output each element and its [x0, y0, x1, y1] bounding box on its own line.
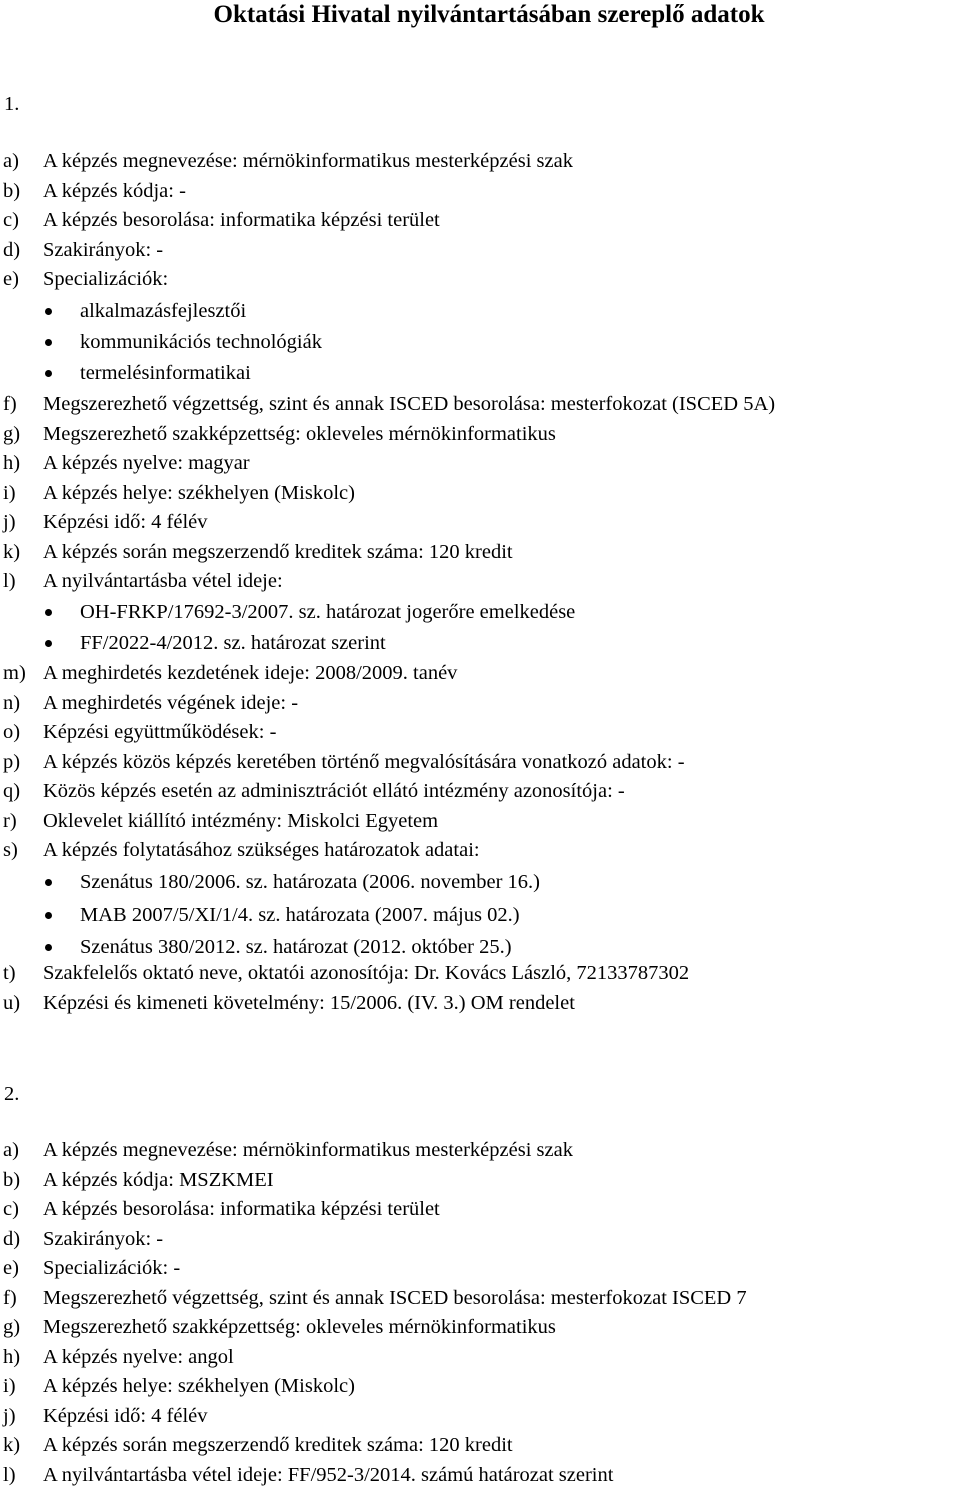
bullet-icon — [45, 944, 52, 951]
bullet-item — [3, 327, 322, 358]
list-item — [3, 538, 775, 568]
section-1-items-m-s — [3, 659, 685, 866]
list-item — [3, 265, 573, 295]
item-label: i) — [3, 481, 16, 504]
list-item — [3, 807, 685, 837]
list-item — [3, 1313, 747, 1343]
bullet-item — [3, 358, 322, 389]
item-text: Specializációk: - — [43, 1257, 181, 1280]
section-1-items-a-e — [3, 147, 573, 295]
item-text: A meghirdetés kezdetének ideje: 2008/2009. tanév — [43, 662, 458, 684]
bullet-text: kommunikációs technológiák — [80, 331, 322, 353]
item-label: b) — [3, 1168, 21, 1191]
list-item — [3, 147, 573, 177]
item-label: d) — [3, 1227, 21, 1250]
list-item — [3, 1372, 747, 1402]
item-text: A képzés kódja: MSZKMEI — [43, 1168, 274, 1191]
list-item — [3, 1431, 747, 1461]
section-2-items — [3, 1136, 747, 1491]
item-text: Képzési és kimeneti követelmény: 15/2006. (IV. 3.) OM rendelet — [43, 991, 575, 1014]
item-text: A képzés folytatásához szükséges határozatok adatai: — [43, 839, 480, 862]
item-text: Specializációk: — [43, 268, 169, 291]
item-label: e) — [3, 1257, 19, 1280]
item-text: Közös képzés esetén az adminisztrációt ellátó intézmény azonosítója: - — [43, 780, 625, 803]
item-text: Szakfelelős oktató neve, oktatói azonosítója: Dr. Kovács László, 72133787302 — [43, 962, 690, 984]
list-item — [3, 479, 775, 509]
list-item — [3, 1343, 747, 1373]
bullet-item — [3, 899, 540, 932]
list-item — [3, 508, 775, 538]
list-item — [3, 390, 775, 420]
section-number-1: 1. — [4, 93, 20, 115]
item-text: A képzés kódja: - — [43, 179, 186, 202]
list-item — [3, 748, 685, 778]
item-label: u) — [3, 991, 21, 1014]
item-text: A képzés nyelve: angol — [43, 1345, 234, 1368]
item-text: A képzés során megszerzendő kreditek száma: 120 kredit — [43, 1434, 513, 1457]
item-text: A képzés besorolása: informatika képzési terület — [43, 1198, 440, 1221]
bullet-text: MAB 2007/5/XI/1/4. sz. határozata (2007. május 02.) — [80, 903, 520, 926]
list-item — [3, 1136, 747, 1166]
list-item — [3, 1284, 747, 1314]
bullet-icon — [45, 609, 52, 616]
item-text: A nyilvántartásba vétel ideje: FF/952-3/2014. számú határozat szerint — [43, 1464, 614, 1487]
list-item — [3, 777, 685, 807]
item-label: m) — [3, 662, 26, 684]
list-item — [3, 1195, 747, 1225]
bullet-item — [3, 296, 322, 327]
item-label: g) — [3, 422, 21, 445]
list-item — [3, 1461, 747, 1491]
list-item — [3, 177, 573, 207]
item-text: A képzés megnevezése: mérnökinformatikus mesterképzési szak — [43, 150, 573, 172]
bullet-text: OH-FRKP/17692-3/2007. sz. határozat jogerőre emelkedése — [80, 601, 576, 623]
item-text: A képzés nyelve: magyar — [43, 452, 250, 475]
list-item — [3, 1166, 747, 1196]
item-label: c) — [3, 209, 19, 232]
list-item — [3, 689, 685, 719]
item-label: d) — [3, 238, 21, 261]
page-title: Oktatási Hivatal nyilvántartásában szereplő adatok — [213, 1, 765, 28]
bullet-icon — [45, 912, 52, 919]
item-text: A képzés besorolása: informatika képzési terület — [43, 209, 440, 232]
list-item — [3, 567, 775, 597]
item-text: A képzés megnevezése: mérnökinformatikus mesterképzési szak — [43, 1139, 573, 1161]
item-label: s) — [3, 839, 18, 862]
registration-list — [3, 597, 575, 659]
item-text: A képzés közös képzés keretében történő megvalósítására vonatkozó adatok: - — [43, 750, 685, 773]
item-text: Szakirányok: - — [43, 238, 164, 261]
item-text: Megszerezhető végzettség, szint és annak ISCED besorolása: mesterfokozat ISCED 7 — [43, 1286, 747, 1309]
list-item — [3, 959, 689, 989]
bullet-text: Szenátus 180/2006. sz. határozata (2006. november 16.) — [80, 871, 540, 893]
item-text: Megszerezhető végzettség, szint és annak ISCED besorolása: mesterfokozat (ISCED 5A) — [43, 393, 776, 415]
item-label: q) — [3, 780, 21, 803]
item-label: f) — [3, 1286, 17, 1309]
item-label: j) — [3, 511, 16, 534]
bullet-icon — [45, 879, 52, 886]
item-text: Szakirányok: - — [43, 1227, 164, 1250]
item-text: Oklevelet kiállító intézmény: Miskolci Egyetem — [43, 809, 439, 832]
item-label: j) — [3, 1404, 16, 1427]
item-label: k) — [3, 540, 21, 563]
list-item — [3, 989, 689, 1019]
section-1-items-t-u — [3, 959, 689, 1018]
item-label: p) — [3, 750, 21, 773]
list-item — [3, 1254, 747, 1284]
bullet-text: alkalmazásfejlesztői — [80, 300, 247, 322]
item-label: c) — [3, 1198, 19, 1221]
item-label: k) — [3, 1434, 21, 1457]
bullet-text: Szenátus 380/2012. sz. határozat (2012. október 25.) — [80, 936, 512, 958]
bullet-icon — [45, 339, 52, 346]
section-number-2: 2. — [4, 1083, 20, 1105]
item-label: g) — [3, 1316, 21, 1339]
item-label: f) — [3, 393, 17, 415]
list-item — [3, 1225, 747, 1255]
section-1-items-f-l — [3, 390, 775, 597]
list-item — [3, 206, 573, 236]
item-text: Megszerezhető szakképzettség: okleveles mérnökinformatikus — [43, 1316, 556, 1339]
bullet-icon — [45, 370, 52, 377]
list-item — [3, 659, 685, 689]
bullet-text: FF/2022-4/2012. sz. határozat szerint — [80, 632, 386, 654]
bullet-icon — [45, 640, 52, 647]
item-label: i) — [3, 1375, 16, 1398]
item-label: h) — [3, 1345, 21, 1368]
item-label: l) — [3, 570, 16, 593]
item-label: r) — [3, 809, 17, 832]
bullet-text: termelésinformatikai — [80, 362, 251, 384]
bullet-icon — [45, 308, 52, 315]
item-label: a) — [3, 150, 19, 172]
item-label: o) — [3, 721, 21, 744]
item-text: Képzési idő: 4 félév — [43, 1404, 208, 1427]
item-text: A meghirdetés végének ideje: - — [43, 691, 299, 714]
item-label: a) — [3, 1139, 19, 1161]
item-text: A nyilvántartásba vétel ideje: — [43, 570, 283, 593]
list-item — [3, 420, 775, 450]
list-item — [3, 1402, 747, 1432]
item-text: Képzési idő: 4 félév — [43, 511, 208, 534]
list-item — [3, 836, 685, 866]
item-label: t) — [3, 962, 16, 984]
item-text: Megszerezhető szakképzettség: okleveles mérnökinformatikus — [43, 422, 556, 445]
list-item — [3, 718, 685, 748]
list-item — [3, 236, 573, 266]
item-text: A képzés helye: székhelyen (Miskolc) — [43, 1375, 355, 1398]
bullet-item — [3, 866, 540, 899]
resolutions-list — [3, 866, 540, 964]
specializations-list — [3, 296, 322, 389]
bullet-item — [3, 597, 575, 628]
item-label: b) — [3, 179, 21, 202]
bullet-item — [3, 628, 575, 659]
list-item — [3, 449, 775, 479]
item-text: Képzési együttműködések: - — [43, 721, 277, 744]
item-text: A képzés helye: székhelyen (Miskolc) — [43, 481, 355, 504]
item-label: n) — [3, 691, 21, 714]
item-text: A képzés során megszerzendő kreditek száma: 120 kredit — [43, 540, 513, 563]
item-label: l) — [3, 1464, 16, 1487]
item-label: e) — [3, 268, 19, 291]
item-label: h) — [3, 452, 21, 475]
